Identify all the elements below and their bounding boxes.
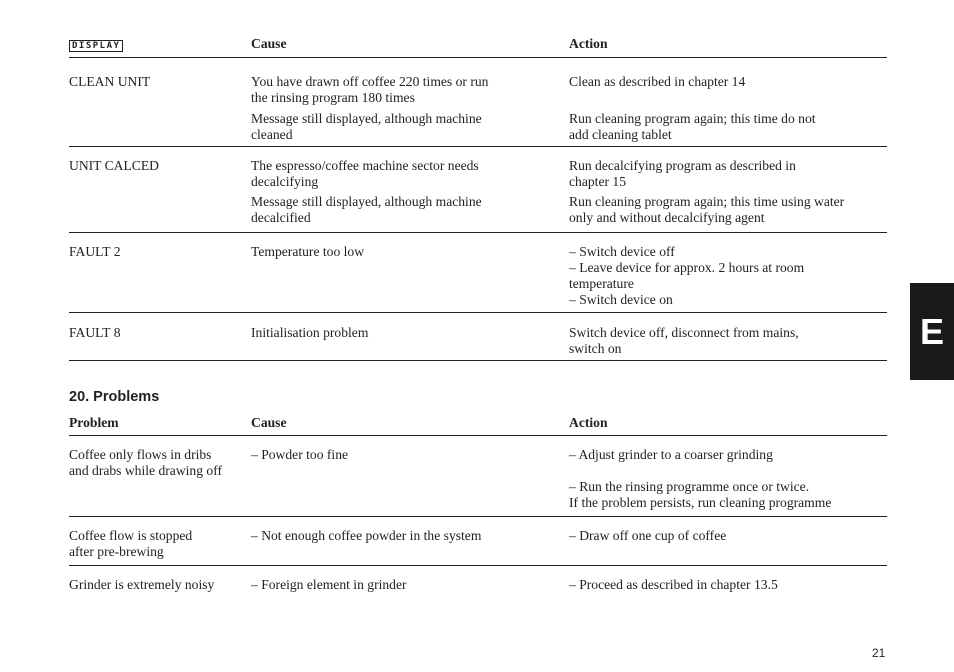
display-column-header <box>69 36 249 52</box>
table-row <box>69 436 887 517</box>
table-row <box>69 147 887 233</box>
problems-table <box>69 412 887 596</box>
language-tab: E <box>910 283 954 380</box>
problems-table-header <box>69 412 887 436</box>
cause-text: Message still displayed, although machine decalcified <box>251 194 482 225</box>
table-row <box>69 58 887 147</box>
cause-text: – Powder too fine <box>251 447 349 462</box>
problem-text: Coffee only flows in dribs and drabs while drawing off <box>69 447 223 478</box>
cause-text: Message still displayed, although machine cleaned <box>251 111 482 142</box>
cause-text: – Not enough coffee powder in the system <box>251 528 482 543</box>
cause-text: – Foreign element in grinder <box>251 577 407 592</box>
action-text: Run decalcifying program as described in chapter 15 <box>569 158 796 189</box>
action-text: – Draw off one cup of coffee <box>569 528 727 543</box>
display-message: UNIT CALCED <box>69 158 159 173</box>
action-column-header: Action <box>569 415 608 430</box>
cause-text: Initialisation problem <box>251 325 369 340</box>
action-text: – Switch device off – Leave device for approx. 2 hours at room temperature – Switch device on <box>569 244 805 307</box>
action-column-header: Action <box>569 36 608 51</box>
display-messages-table <box>69 0 887 361</box>
action-text: Switch device off, disconnect from mains, switch on <box>569 325 799 356</box>
action-text: – Run the rinsing programme once or twice. If the problem persists, run cleaning programme <box>569 479 832 510</box>
action-text: Run cleaning program again; this time using water only and without decalcifying agent <box>569 194 845 225</box>
display-badge: DISPLAY <box>69 40 123 52</box>
display-message: CLEAN UNIT <box>69 74 151 89</box>
table-row <box>69 233 887 313</box>
section-title: 20. Problems <box>69 389 160 405</box>
page-number: 21 <box>872 646 886 660</box>
action-text: – Proceed as described in chapter 13.5 <box>569 577 778 592</box>
action-text: Clean as described in chapter 14 <box>569 74 746 89</box>
cause-text: Temperature too low <box>251 244 365 259</box>
cause-text: You have drawn off coffee 220 times or run the rinsing program 180 times <box>251 74 489 105</box>
cause-column-header: Cause <box>251 415 287 430</box>
problem-text: Grinder is extremely noisy <box>69 577 215 592</box>
table-row <box>69 517 887 566</box>
problem-column-header: Problem <box>69 415 119 430</box>
action-text: Run cleaning program again; this time do not add cleaning tablet <box>569 111 816 142</box>
display-message: FAULT 8 <box>69 325 121 340</box>
table-row <box>69 313 887 361</box>
display-message: FAULT 2 <box>69 244 121 259</box>
cause-column-header: Cause <box>251 36 287 51</box>
table-row <box>69 566 887 596</box>
cause-text: The espresso/coffee machine sector needs decalcifying <box>251 158 479 189</box>
action-text: – Adjust grinder to a coarser grinding <box>569 447 773 462</box>
display-table-header <box>69 0 887 58</box>
problem-text: Coffee flow is stopped after pre-brewing <box>69 528 193 559</box>
